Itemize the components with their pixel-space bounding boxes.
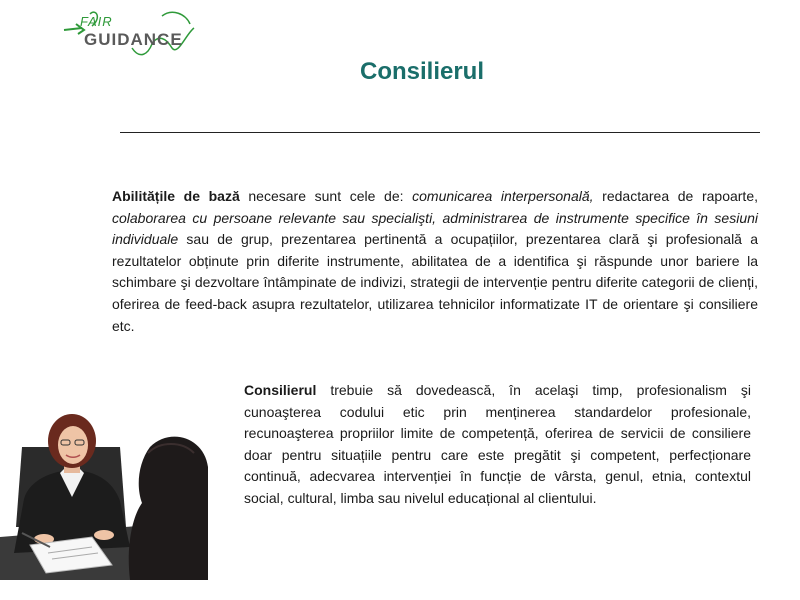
title-divider [120,132,760,133]
core-skills-italic-2: colaborarea cu persoane relevante sau specialişti, administrarea de instrumente specifice în sesiuni individuale [112,209,758,248]
logo-fair-text: FAIR [80,14,113,29]
core-skills-italic-1: comunicarea interpersonală, [412,188,594,204]
core-skills-lead: Abilitățile de bază [112,188,240,204]
counseling-photo [0,407,208,580]
core-skills-text-3: sau de grup, prezentarea pertinentă a ocupațiilor, prezentarea clară şi profesională a rezultatelor obținute prin diferite instrumente, abilitatea de a identifica şi răspunde unor bariere la schimbare şi dezvoltare întâmpinate de indivizi, strategii de intervenție pentru diferite categorii de clienți, oferirea de feed-back asupra rezultatelor, utilizarea tehnicilor informatizate IT de orientare şi consiliere etc. [112,231,758,334]
paragraph-core-skills [112,186,758,337]
fair-guidance-logo [62,4,202,62]
paragraph-counselor [244,380,751,510]
core-skills-text-1: necesare sunt cele de: [239,188,413,204]
logo-guidance-text: GUIDANCE [84,30,183,49]
counselor-lead: Consilierul [244,382,317,398]
core-skills-text-2: redactarea de rapoarte, [593,188,758,204]
counseling-photo-icon [0,407,208,580]
counselor-text: trebuie să dovedească, în acelaşi timp, profesionalism şi cunoaşterea codului etic prin menținerea standardelor profesionale, recunoaşterea propriilor limite de competență, oferirea de servicii de consiliere doar pentru situațiile pentru care este pregătit şi competent, perfecționare continuă, adecvarea intervenției în funcție de vârsta, genul, etnia, contextul social, cultural, limba sau nivelul educațional al clientului. [244,382,751,506]
page-title: Consilierul [359,58,485,85]
